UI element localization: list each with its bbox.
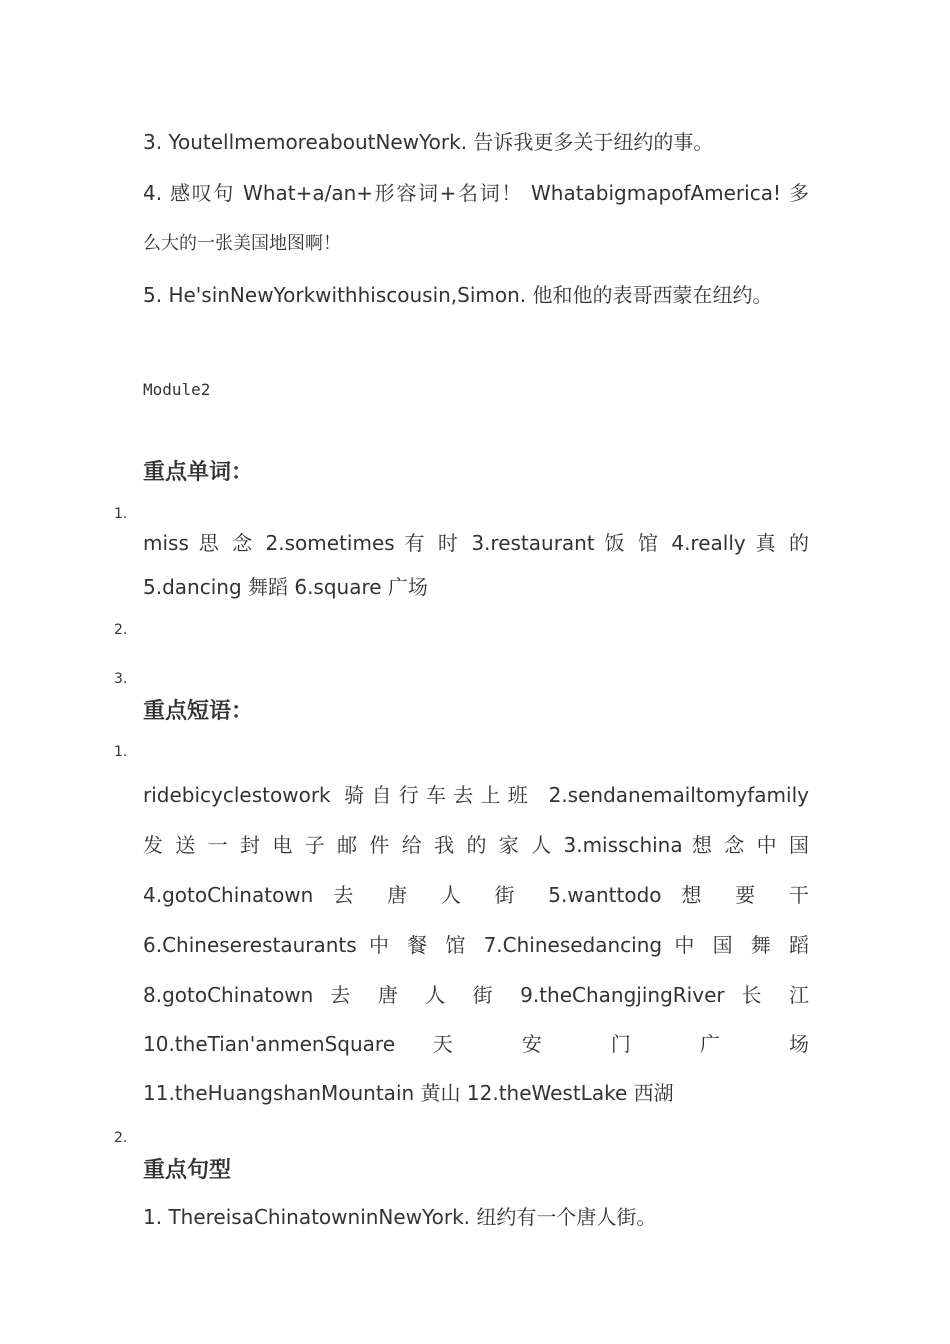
key-sentence-line: 1. ThereisaChinatowninNewYork. 纽约有一个唐人街。: [143, 1205, 657, 1229]
key-words-heading: 重点单词：: [143, 459, 254, 485]
module-title: Module2: [143, 380, 211, 399]
key-phrases-line: 8.gotoChinatown 去 唐 人 街 9.theChangjingRiver 长 江: [143, 983, 809, 1007]
sentence-item-5: 5. He'sinNewYorkwithhiscousin,Simon. 他和他的表哥西蒙在纽约。: [143, 283, 773, 307]
sentence-item-3: 3. YoutellmemoreaboutNewYork. 告诉我更多关于纽约的事。: [143, 130, 714, 154]
list-number: 2.: [114, 622, 128, 638]
key-phrases-line: 10.theTian'anmenSquare 天 安 门 广 场: [143, 1032, 809, 1056]
key-phrases-line: 11.theHuangshanMountain 黄山 12.theWestLake 西湖: [143, 1081, 674, 1105]
key-words-line: 5.dancing 舞蹈 6.square 广场: [143, 575, 428, 599]
key-phrases-heading: 重点短语：: [143, 698, 254, 724]
key-phrases-line: 4.gotoChinatown 去 唐 人 街 5.wanttodo 想 要 干: [143, 883, 809, 907]
key-sentences-heading: 重点句型: [143, 1157, 232, 1183]
list-number: 2.: [114, 1130, 128, 1146]
list-number: 3.: [114, 671, 128, 687]
key-phrases-line: 发 送 一 封 电 子 邮 件 给 我 的 家 人 3.misschina 想 念 中 国: [143, 833, 809, 857]
key-words-line: miss 思 念 2.sometimes 有 时 3.restaurant 饭 馆 4.really 真 的: [143, 531, 809, 555]
list-number: 1.: [114, 506, 128, 522]
key-phrases-line: ridebicyclestowork 骑自行车去上班 2.sendanemailtomyfamily: [143, 783, 809, 807]
key-phrases-line: 6.Chineserestaurants 中 餐 馆 7.Chinesedancing 中 国 舞 蹈: [143, 933, 809, 957]
sentence-item-4: 4. 感叹句 What+a/an+形容词+名词！ WhatabigmapofAmerica! 多: [143, 181, 809, 205]
list-number: 1.: [114, 744, 128, 760]
sentence-item-4-continued: 么大的一张美国地图啊！: [143, 233, 341, 254]
